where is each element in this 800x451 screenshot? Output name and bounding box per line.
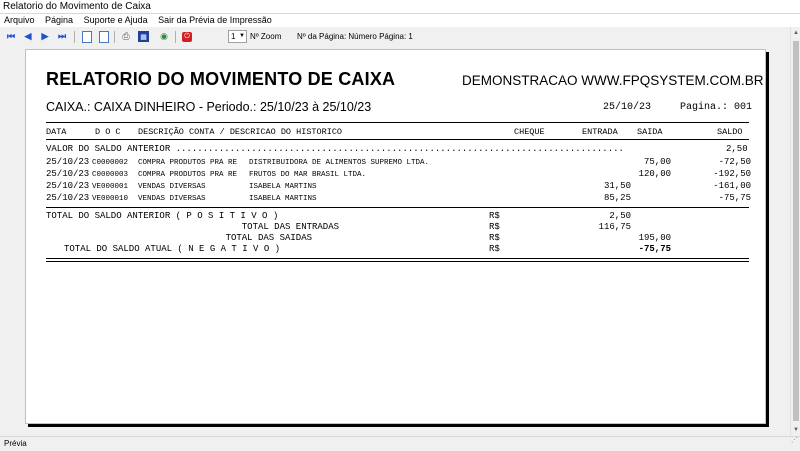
next-page-icon[interactable]: ▶ (41, 31, 49, 41)
row-saida: 75,00 (643, 157, 671, 167)
total-entradas-currency: R$ (489, 222, 500, 232)
report-demo-label: DEMONSTRACAO WWW.FPQSYSTEM.COM.BR (462, 73, 764, 88)
row-historico: ISABELA MARTINS (249, 183, 317, 191)
previous-page-icon[interactable]: ◀ (24, 31, 32, 41)
row-date: 25/10/23 (46, 157, 90, 167)
saldo-anterior-label: VALOR DO SALDO ANTERIOR ................................................................................... (46, 144, 624, 154)
total-saldo-atual-label: TOTAL DO SALDO ATUAL ( N E G A T I V O ) (64, 244, 281, 254)
total-saldo-atual-currency: R$ (489, 244, 500, 254)
scroll-thumb[interactable] (793, 41, 799, 421)
toolbar-separator (175, 31, 176, 43)
column-rule (46, 139, 749, 140)
toolbar (0, 27, 800, 47)
row-saida: 120,00 (638, 169, 671, 179)
total-saldo-anterior-label: TOTAL DO SALDO ANTERIOR ( P O S I T I V O ) (46, 211, 279, 221)
row-doc: C0000003 (92, 171, 129, 179)
row-saldo: -75,75 (718, 193, 751, 203)
row-saldo: -161,00 (713, 181, 751, 191)
single-page-icon[interactable] (82, 31, 92, 43)
report-date: 25/10/23 (603, 102, 652, 113)
chevron-down-icon: ▼ (239, 33, 245, 39)
total-saidas-currency: R$ (489, 233, 500, 243)
col-saida: SAIDA (637, 127, 663, 137)
col-entrada: ENTRADA (582, 127, 618, 137)
row-historico: FRUTOS DO MAR BRASIL LTDA. (249, 171, 367, 179)
print-icon[interactable]: ⎙ (122, 31, 130, 41)
status-bar (0, 436, 800, 450)
status-text: Prévia (4, 439, 27, 448)
col-data: DATA (46, 127, 67, 137)
row-entrada: 85,25 (603, 193, 631, 203)
zoom-select[interactable] (228, 30, 247, 43)
header-rule (46, 122, 749, 123)
total-saldo-atual-value: -75,75 (638, 244, 671, 254)
row-saldo: -72,50 (718, 157, 751, 167)
row-date: 25/10/23 (46, 193, 90, 203)
row-date: 25/10/23 (46, 181, 90, 191)
footer-rule-2 (46, 261, 749, 262)
row-date: 25/10/23 (46, 169, 90, 179)
total-entradas-label: TOTAL DAS ENTRADAS (241, 222, 339, 232)
row-historico: ISABELA MARTINS (249, 195, 317, 203)
row-conta: VENDAS DIVERSAS (138, 195, 206, 203)
row-historico: DISTRIBUIDORA DE ALIMENTOS SUPREMO LTDA. (249, 159, 430, 167)
report-page (25, 49, 766, 424)
total-saidas-value: 195,00 (638, 233, 671, 243)
total-saidas-label: TOTAL DAS SAIDAS (225, 233, 312, 243)
col-cheque: CHEQUE (514, 127, 545, 137)
row-doc: VE000010 (92, 195, 129, 203)
total-saldo-anterior-currency: R$ (489, 211, 500, 221)
menu-arquivo[interactable]: Arquivo (4, 15, 35, 25)
zoom-label: Nº Zoom (250, 32, 282, 41)
scroll-down-icon[interactable]: ▼ (793, 427, 799, 433)
col-descricao: DESCRIÇÃO CONTA / DESCRICAO DO HISTORICO (138, 127, 343, 137)
last-page-icon[interactable]: ⏭ (57, 31, 67, 41)
row-conta: COMPRA PRODUTOS PRA RE (138, 171, 238, 179)
footer-rule-1 (46, 258, 749, 259)
resize-grip-icon[interactable]: ⋰ (791, 437, 798, 444)
col-saldo: SALDO (717, 127, 743, 137)
scroll-up-icon[interactable]: ▲ (793, 30, 799, 36)
window-title: Relatorio do Movimento de Caixa (0, 0, 800, 14)
zoom-value: 1 (231, 32, 236, 41)
total-entradas-value: 116,75 (598, 222, 631, 232)
total-saldo-anterior-value: 2,50 (609, 211, 631, 221)
page-number-label: Nº da Página: Número Página: 1 (297, 32, 413, 41)
menu-bar (0, 14, 800, 27)
menu-pagina[interactable]: Página (45, 15, 74, 25)
saldo-anterior-value: 2,50 (726, 144, 748, 154)
export-web-icon[interactable]: ◉ (160, 31, 168, 41)
full-page-icon[interactable] (99, 31, 109, 43)
row-entrada: 31,50 (603, 181, 631, 191)
report-subtitle: CAIXA.: CAIXA DINHEIRO - Periodo.: 25/10/23 à 25/10/23 (46, 100, 372, 114)
preview-viewport (0, 47, 790, 436)
row-saldo: -192,50 (713, 169, 751, 179)
row-doc: C0000002 (92, 159, 129, 167)
vertical-scrollbar[interactable] (790, 27, 800, 436)
report-page-number: Pagina.: 001 (680, 102, 753, 113)
row-conta: VENDAS DIVERSAS (138, 183, 206, 191)
report-title: RELATORIO DO MOVIMENTO DE CAIXA (46, 69, 396, 89)
row-conta: COMPRA PRODUTOS PRA RE (138, 159, 238, 167)
row-doc: VE000001 (92, 183, 129, 191)
close-preview-icon[interactable]: ⏻ (182, 32, 192, 42)
export-grid-icon[interactable]: ▦ (138, 31, 149, 42)
first-page-icon[interactable]: ⏮ (6, 31, 16, 41)
menu-suporte[interactable]: Suporte e Ajuda (83, 15, 148, 25)
toolbar-separator (74, 31, 75, 43)
menu-sair-previa[interactable]: Sair da Prévia de Impressão (158, 15, 272, 25)
toolbar-separator (114, 31, 115, 43)
rows-rule (46, 207, 749, 208)
col-doc: D O C (95, 127, 121, 137)
